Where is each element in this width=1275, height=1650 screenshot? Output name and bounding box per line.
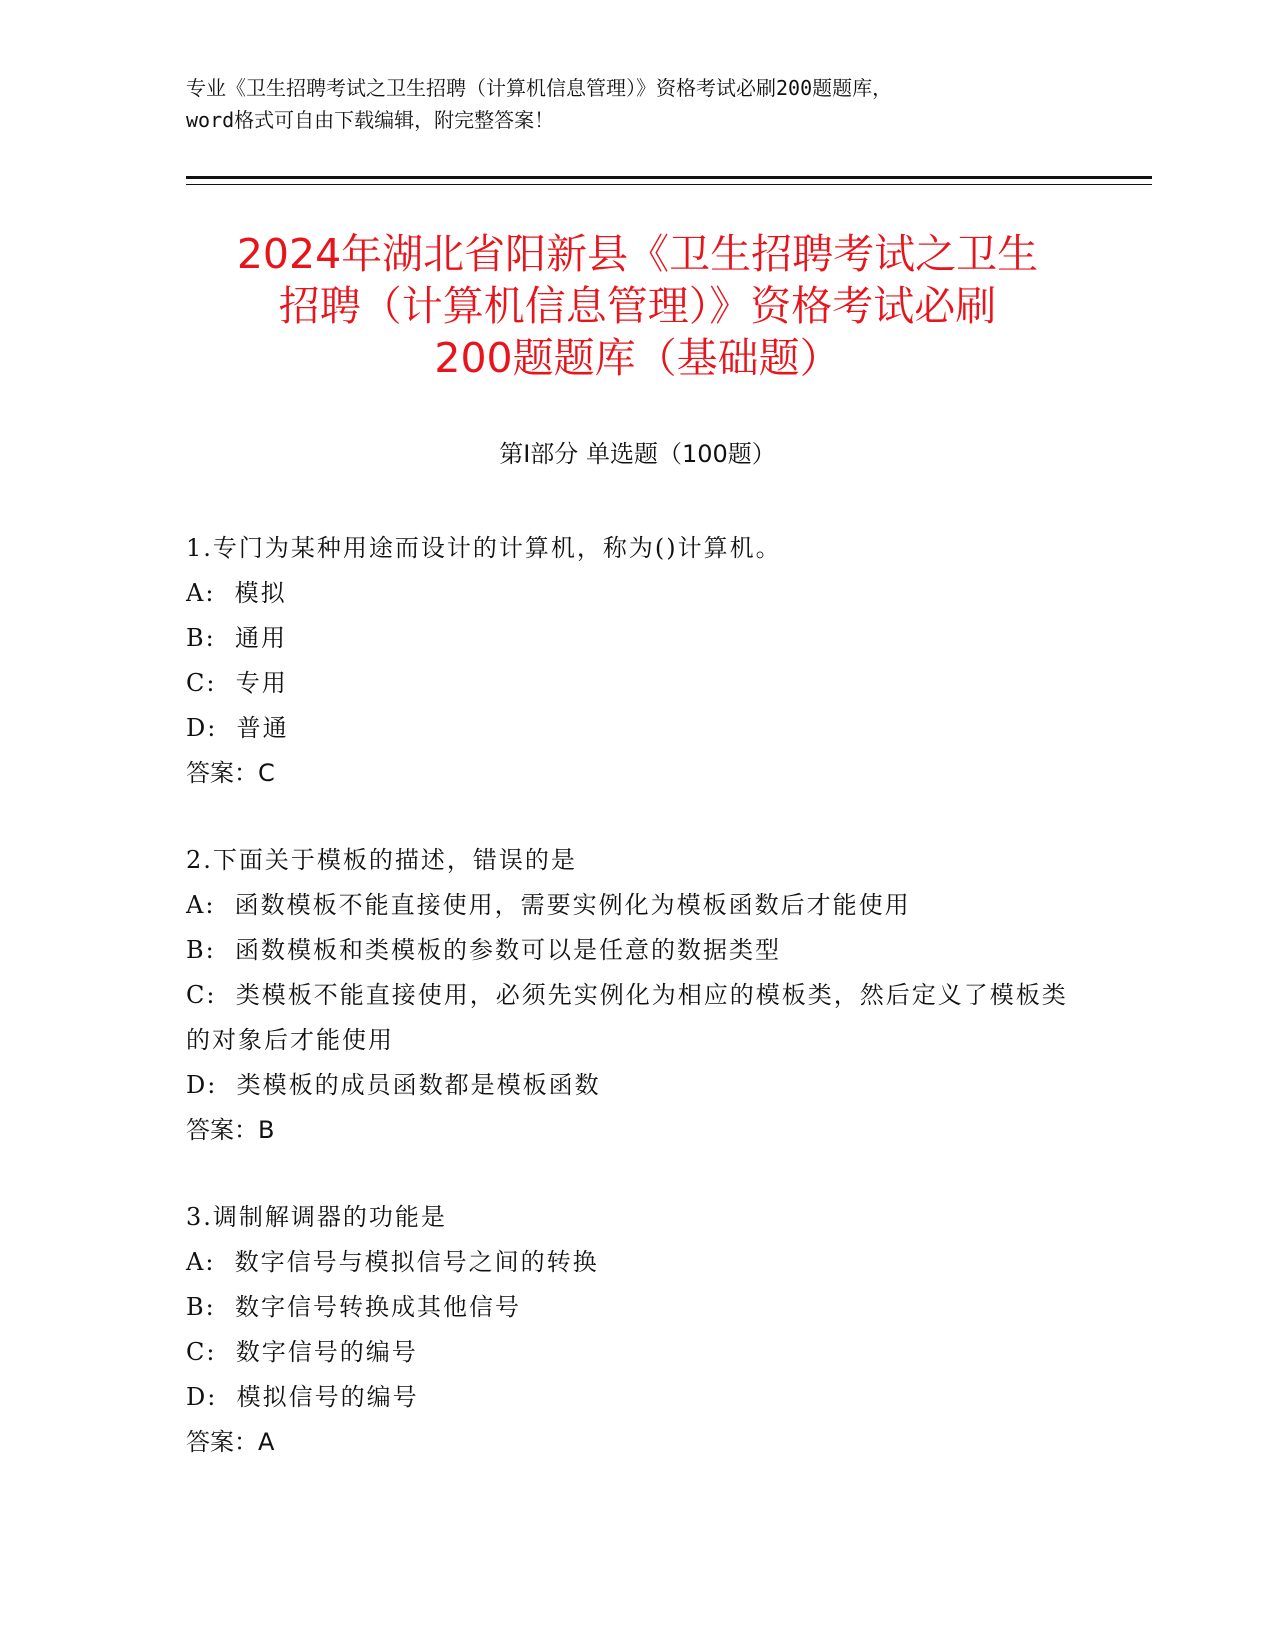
question-list — [186, 526, 1086, 1507]
question-1 — [186, 526, 1086, 796]
answer: 答案：C — [186, 759, 275, 787]
document-title-line-3: 200题题库（基础题） — [434, 334, 841, 382]
option-a: A: 模拟 — [186, 579, 287, 607]
question-stem: 1.专门为某种用途而设计的计算机，称为()计算机。 — [186, 534, 782, 562]
question-3 — [186, 1195, 1086, 1465]
header-note-line-2: word格式可自由下载编辑，附完整答案！ — [186, 108, 555, 132]
option-a: A: 函数模板不能直接使用，需要实例化为模板函数后才能使用 — [186, 891, 911, 919]
option-c: C: 类模板不能直接使用，必须先实例化为相应的模板类，然后定义了模板类的对象后才能使用 — [186, 981, 1068, 1054]
header-rule-thick — [186, 176, 1152, 179]
option-b: B: 函数模板和类模板的参数可以是任意的数据类型 — [186, 936, 781, 964]
option-b: B: 通用 — [186, 624, 287, 652]
option-c: C: 专用 — [186, 669, 288, 697]
question-2 — [186, 838, 1086, 1153]
answer: 答案：A — [186, 1428, 275, 1456]
answer: 答案：B — [186, 1116, 275, 1144]
document-title — [150, 228, 1125, 384]
option-d: D: 类模板的成员函数都是模板函数 — [186, 1071, 601, 1099]
section-heading: 第Ⅰ部分 单选题（100题） — [499, 440, 776, 468]
option-d: D: 模拟信号的编号 — [186, 1383, 419, 1411]
header-rule-thin — [186, 184, 1152, 185]
document-title-line-2: 招聘（计算机信息管理）》资格考试必刷 — [278, 282, 997, 330]
option-a: A: 数字信号与模拟信号之间的转换 — [186, 1248, 599, 1276]
header-note — [186, 72, 1086, 136]
question-stem: 3.调制解调器的功能是 — [186, 1203, 447, 1231]
option-c: C: 数字信号的编号 — [186, 1338, 418, 1366]
option-d: D: 普通 — [186, 714, 289, 742]
document-title-line-1: 2024年湖北省阳新县《卫生招聘考试之卫生 — [236, 230, 1039, 278]
question-stem: 2.下面关于模板的描述，错误的是 — [186, 846, 577, 874]
option-b: B: 数字信号转换成其他信号 — [186, 1293, 521, 1321]
header-note-line-1: 专业《卫生招聘考试之卫生招聘（计算机信息管理）》资格考试必刷200题题库， — [186, 76, 893, 100]
